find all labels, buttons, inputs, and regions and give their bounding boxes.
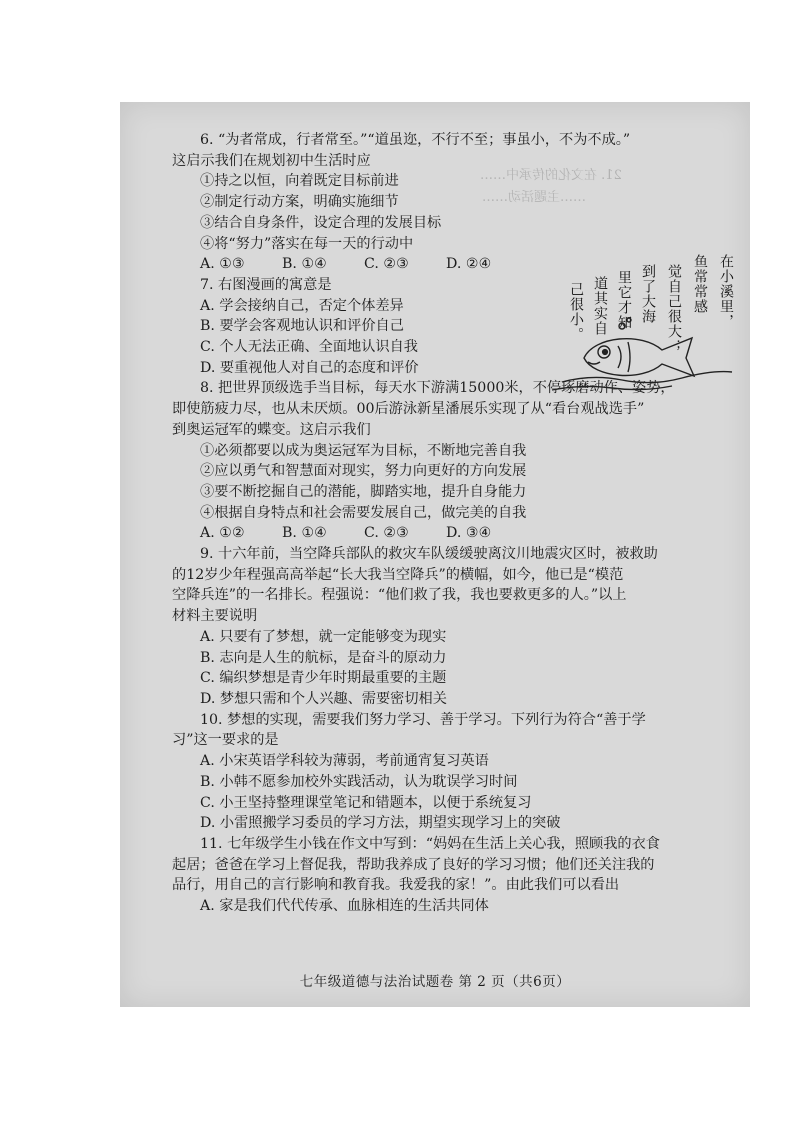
q8-choices	[172, 523, 737, 544]
q6-stem-line: 6. “为者常成，行者常至。”“道虽迩，不行不至；事虽小，不为不成。”	[200, 132, 631, 148]
q6-choice-d[interactable]: D. ②④	[446, 256, 492, 273]
fish-cartoon	[532, 254, 740, 404]
q6-choice-a[interactable]: A. ①③	[200, 256, 245, 273]
q8-stem-line: 到奥运冠军的蝶变。这启示我们	[172, 421, 371, 438]
cartoon-caption-column: 觉自己很大；	[666, 264, 682, 354]
q11-option-a[interactable]: A. 家是我们代代传承、血脉相连的生活共同体	[200, 898, 489, 915]
cartoon-caption-column: 道其实自	[592, 276, 608, 336]
bleed-through-text: 21. 在文化的传承中……	[480, 168, 622, 183]
q9-option-b[interactable]: B. 志向是人生的航标，是奋斗的原动力	[200, 649, 447, 666]
q6-choice-c[interactable]: C. ②③	[364, 256, 409, 273]
q7-option-d[interactable]: D. 要重视他人对自己的态度和评价	[200, 359, 419, 376]
q11-stem-line: 11. 七年级学生小钱在作文中写到：“妈妈在生活上关心我，照顾我的衣食	[200, 835, 660, 852]
q9-option-c[interactable]: C. 编织梦想是青少年时期最重要的主题	[200, 670, 447, 687]
q6-stem-line: 这启示我们在规划初中生活时应	[172, 152, 371, 169]
q6-item: ③结合自身条件，设定合理的发展目标	[200, 214, 442, 231]
q9-stem-line: 材料主要说明	[172, 608, 258, 625]
q9-option-d[interactable]: D. 梦想只需和个人兴趣、需要密切相关	[200, 690, 447, 707]
q6-item: ④将“努力”落实在每一天的行动中	[200, 235, 414, 252]
exam-page	[120, 102, 750, 1007]
cartoon-caption-column: 到了大海	[640, 264, 656, 324]
q9-stem-line: 的12岁少年程强高高举起“长大我当空降兵”的横幅，如今，他已是“模范	[172, 566, 624, 583]
bleed-through-text: ……主题活动……	[482, 190, 587, 205]
cartoon-caption-column: 鱼常常感	[692, 254, 708, 314]
fish-drawing	[532, 254, 740, 404]
cartoon-caption-column: 己很小。	[568, 282, 584, 342]
q11-stem-line: 起居；爸爸在学习上督促我，帮助我养成了良好的学习习惯；他们还关注我的	[172, 856, 655, 873]
q8-choice-a[interactable]: A. ①②	[200, 525, 245, 542]
q8-stem-line: 即使筋疲力尽，也从未厌烦。00后游泳新星潘展乐实现了从“看台观战选手”	[172, 401, 645, 418]
q8-item: ④根据自身特点和社会需要发展自己，做完美的自我	[200, 504, 527, 521]
q7-option-c[interactable]: C. 个人无法正确、全面地认识自我	[200, 339, 418, 356]
q10-option-d[interactable]: D. 小雷照搬学习委员的学习方法，期望实现学习上的突破	[200, 815, 561, 832]
q8-choice-b[interactable]: B. ①④	[282, 525, 327, 542]
q6-choice-b[interactable]: B. ①④	[282, 256, 327, 273]
q6-item: ①持之以恒，向着既定目标前进	[200, 173, 399, 190]
q6-item: ②制定行动方案，明确实施细节	[200, 194, 399, 211]
q7-stem: 7. 右图漫画的寓意是	[200, 276, 332, 293]
q11-stem-line: 品行，用自己的言行影响和教育我。我爱我的家！”。由此我们可以看出	[172, 877, 620, 894]
q8-choice-d[interactable]: D. ③④	[446, 525, 492, 542]
q10-stem-line: 习”这一要求的是	[172, 732, 279, 749]
question-content	[172, 130, 737, 917]
q9-stem-line: 9. 十六年前，当空降兵部队的救灾车队缓缓驶离汶川地震灾区时，被救助	[200, 546, 658, 563]
q10-stem-line: 10. 梦想的实现，需要我们努力学习、善于学习。下列行为符合“善于学	[200, 711, 646, 728]
q7-option-b[interactable]: B. 要学会客观地认识和评价自己	[200, 318, 404, 335]
page-footer: 七年级道德与法治试题卷 第 2 页（共6页）	[299, 974, 571, 990]
q7-option-a[interactable]: A. 学会接纳自己，否定个体差异	[200, 297, 404, 314]
q9-option-a[interactable]: A. 只要有了梦想，就一定能够变为现实	[200, 628, 447, 645]
cartoon-caption-column: 里它才知	[616, 270, 632, 330]
q8-choice-c[interactable]: C. ②③	[364, 525, 409, 542]
q9-stem-line: 空降兵连”的一名排长。程强说：“他们救了我，我也要救更多的人。”以上	[172, 587, 627, 604]
q8-item: ③要不断挖掘自己的潜能，脚踏实地，提升自身能力	[200, 483, 527, 500]
q8-item: ①必须都要以成为奥运冠军为目标，不断地完善自我	[200, 442, 527, 459]
q8-item: ②应以勇气和智慧面对现实，努力向更好的方向发展	[200, 463, 527, 480]
q10-option-a[interactable]: A. 小宋英语学科较为薄弱，考前通宵复习英语	[200, 753, 489, 770]
q10-option-c[interactable]: C. 小王坚持整理课堂笔记和错题本，以便于系统复习	[200, 794, 532, 811]
q8-stem-line: 8. 把世界顶级选手当目标，每天水下游满15000米，不停琢磨动作、姿势，	[200, 380, 675, 397]
cartoon-caption-column: 在小溪里，	[718, 254, 734, 329]
q10-option-b[interactable]: B. 小韩不愿参加校外实践活动，认为耽误学习时间	[200, 773, 518, 790]
